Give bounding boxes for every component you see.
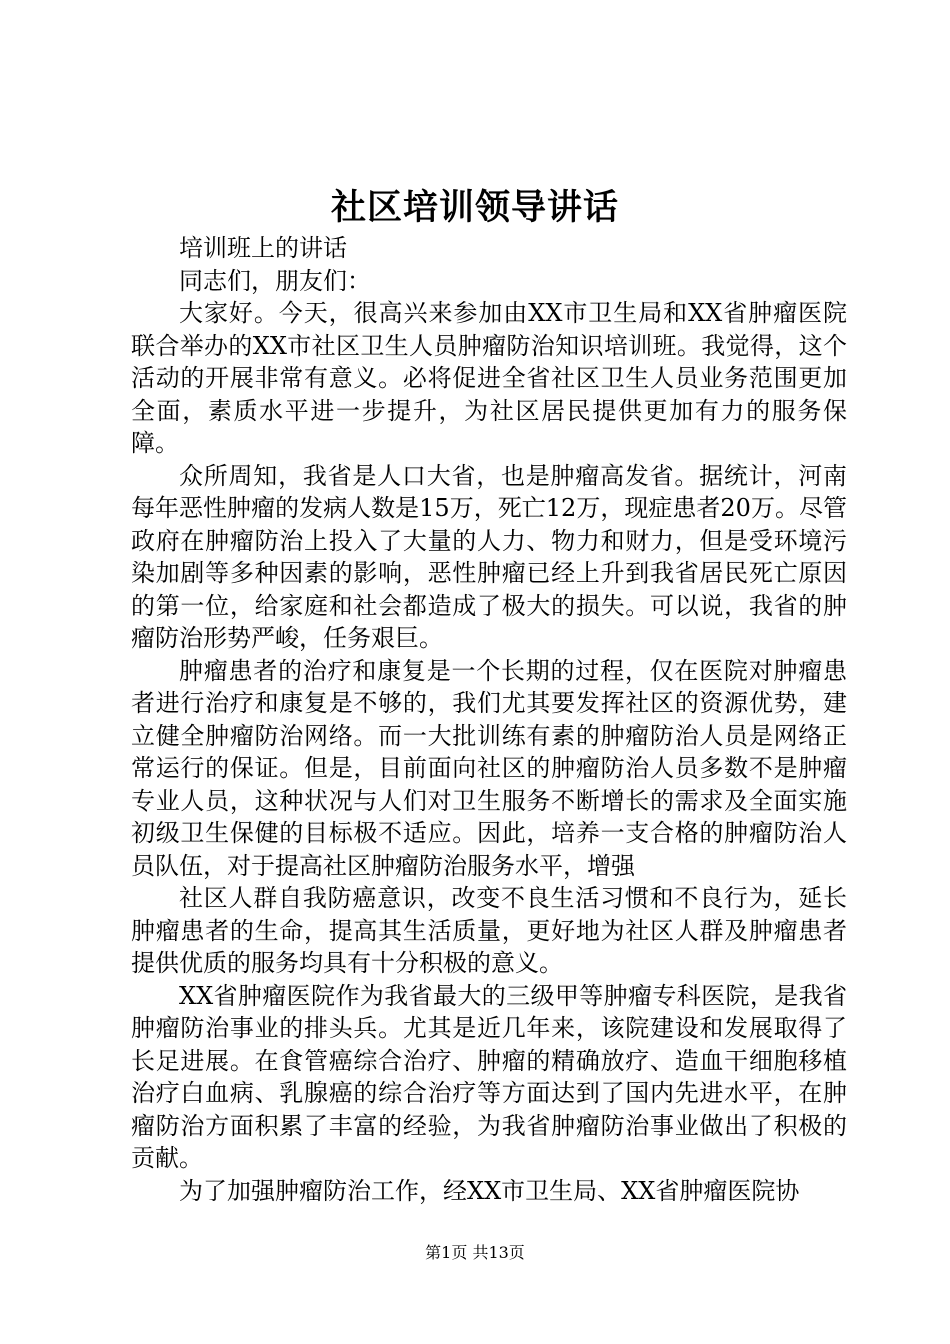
- document-title: 社区培训领导讲话: [330, 187, 619, 228]
- page-footer: 第1页 共13页: [425, 1243, 525, 1262]
- paragraph: 肿瘤患者的治疗和康复是一个长期的过程，仅在医院对肿瘤患者进行治疗和康复是不够的，我们尤其要发挥社区的资源优势，建立健全肿瘤防治网络。而一大批训练有素的肿瘤防治人员是网络正常运行的保证。但是，目前面向社区的肿瘤防治人员多数不是肿瘤专业人员，这种状况与人们对卫生服务不断增长的需求及全面实施初级卫生保健的目标极不适应。因此，培养一支合格的肿瘤防治人员队伍，对于提高社区肿瘤防治服务水平，增强: [131, 656, 847, 880]
- paragraph: 同志们，朋友们：: [179, 266, 371, 295]
- paragraph: 众所周知，我省是人口大省，也是肿瘤高发省。据统计，河南每年恶性肿瘤的发病人数是15万，死亡12万，现症患者20万。尽管政府在肿瘤防治上投入了大量的人力、物力和财力，但是受环境污染加剧等多种因素的影响，恶性肿瘤已经上升到我省居民死亡原因的第一位，给家庭和社会都造成了极大的损失。可以说，我省的肿瘤防治形势严峻，任务艰巨。: [131, 461, 847, 652]
- document-body: [131, 232, 847, 1207]
- paragraph: 为了加强肿瘤防治工作，经XX市卫生局、XX省肿瘤医院协: [179, 1176, 800, 1205]
- paragraph: 培训班上的讲话: [179, 234, 347, 262]
- paragraph: XX省肿瘤医院作为我省最大的三级甲等肿瘤专科医院，是我省肿瘤防治事业的排头兵。尤其是近几年来，该院建设和发展取得了长足进展。在食管癌综合治疗、肿瘤的精确放疗、造血干细胞移植治疗白血病、乳腺癌的综合治疗等方面达到了国内先进水平，在肿瘤防治方面积累了丰富的经验，为我省肿瘤防治事业做出了积极的贡献。: [131, 981, 847, 1172]
- paragraph: 社区人群自我防癌意识，改变不良生活习惯和不良行为，延长肿瘤患者的生命，提高其生活质量，更好地为社区人群及肿瘤患者提供优质的服务均具有十分积极的意义。: [131, 884, 847, 977]
- paragraph: 大家好。今天，很高兴来参加由XX市卫生局和XX省肿瘤医院联合举办的XX市社区卫生人员肿瘤防治知识培训班。我觉得，这个活动的开展非常有意义。必将促进全省社区卫生人员业务范围更加全面，素质水平进一步提升，为社区居民提供更加有力的服务保障。: [131, 299, 847, 457]
